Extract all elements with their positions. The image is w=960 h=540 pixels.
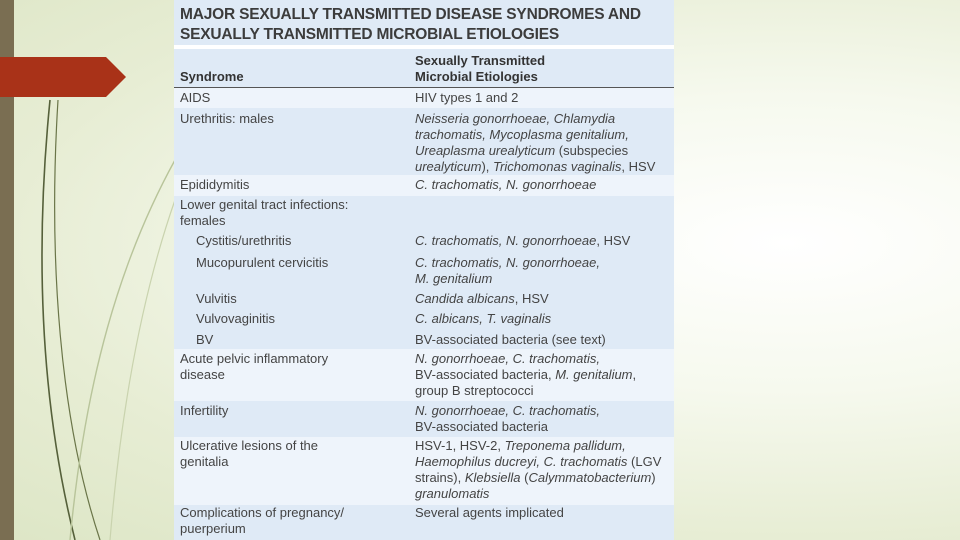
table-row xyxy=(174,505,674,540)
table-row xyxy=(174,437,674,505)
etiology-text: urealyticum xyxy=(415,159,482,174)
syndrome-text: Ulcerative lesions of the xyxy=(180,438,319,453)
table-header-row xyxy=(174,49,674,87)
table-row xyxy=(174,88,674,108)
etiology-cell xyxy=(415,351,673,399)
etiology-cell xyxy=(415,438,673,502)
etiology-text: , xyxy=(632,367,637,382)
etiology-text: ( xyxy=(520,470,529,485)
etiology-text: (subspecies xyxy=(555,143,629,158)
etiology-text: Klebsiella xyxy=(464,470,521,485)
sub-syndrome-cell: Vulvovaginitis xyxy=(196,311,276,326)
syndrome-text: females xyxy=(180,213,226,228)
syndrome-cell xyxy=(180,505,405,537)
sti-table-document xyxy=(174,0,674,540)
etiology-cell xyxy=(415,403,673,435)
syndrome-text: genitalia xyxy=(180,454,229,469)
etiology-text: group B streptococci xyxy=(415,383,534,398)
etiology-text: M. genitalium xyxy=(555,367,633,382)
syndrome-cell: Urethritis: males xyxy=(180,111,274,126)
syndrome-cell: Epididymitis xyxy=(180,177,250,192)
etiology-cell: Several agents implicated xyxy=(415,505,564,520)
etiology-text: ) xyxy=(651,470,656,485)
syndrome-cell xyxy=(180,351,405,383)
etiology-text: HSV-1, HSV-2, xyxy=(415,438,505,453)
red-arrow-tab xyxy=(0,57,126,97)
etiology-cell xyxy=(415,233,673,249)
title-line-2: SEXUALLY TRANSMITTED MICROBIAL ETIOLOGIES xyxy=(180,26,560,43)
sub-syndrome-cell: Mucopurulent cervicitis xyxy=(196,255,329,270)
document-title xyxy=(180,5,670,45)
syndrome-text: Acute pelvic inflammatory xyxy=(180,351,329,366)
etiology-text: , HSV xyxy=(514,291,549,306)
table-row xyxy=(174,349,674,401)
etiology-text: C. trachomatis, N. gonorrhoeae xyxy=(415,233,597,248)
etiology-text: Trichomonas vaginalis xyxy=(493,159,622,174)
syndrome-text: disease xyxy=(180,367,225,382)
etiology-text: strains), xyxy=(415,470,465,485)
syndrome-text: Complications of pregnancy/ xyxy=(180,505,345,520)
col-header-etiologies-line-1: Sexually Transmitted xyxy=(415,53,546,68)
etiology-cell xyxy=(415,291,673,307)
syndrome-cell xyxy=(180,438,405,470)
etiology-text: M. genitalium xyxy=(415,271,493,286)
syndrome-text: puerperium xyxy=(180,521,246,536)
etiology-text: Neisseria gonorrhoeae, Chlamydia xyxy=(415,111,616,126)
etiology-cell: C. albicans, T. vaginalis xyxy=(415,311,552,326)
syndrome-text: Lower genital tract infections: xyxy=(180,197,349,212)
etiology-text: C. trachomatis, N. gonorrhoeae, xyxy=(415,255,600,270)
etiology-cell xyxy=(415,255,673,287)
table-row-group xyxy=(174,196,674,349)
etiology-text: (LGV xyxy=(627,454,662,469)
syndrome-cell: Infertility xyxy=(180,403,229,418)
syndrome-cell xyxy=(180,197,405,229)
syndrome-cell: AIDS xyxy=(180,90,211,105)
etiology-cell xyxy=(415,111,673,175)
etiology-text: granulomatis xyxy=(415,486,490,501)
col-header-syndrome: Syndrome xyxy=(180,69,244,84)
etiology-cell: C. trachomatis, N. gonorrhoeae xyxy=(415,177,597,192)
etiology-text: Calymmatobacterium xyxy=(528,470,652,485)
etiology-text: ), xyxy=(481,159,494,174)
etiology-text: , HSV xyxy=(596,233,631,248)
etiology-text: Haemophilus ducreyi, C. trachomatis xyxy=(415,454,628,469)
table-row xyxy=(174,175,674,196)
table-row xyxy=(174,108,674,175)
etiology-cell: HIV types 1 and 2 xyxy=(415,90,519,105)
etiology-text: Candida albicans xyxy=(415,291,515,306)
etiology-text: Ureaplasma urealyticum xyxy=(415,143,556,158)
etiology-cell: BV-associated bacteria (see text) xyxy=(415,332,606,347)
sub-syndrome-cell: Vulvitis xyxy=(196,291,237,306)
sub-syndrome-cell: BV xyxy=(196,332,214,347)
sub-syndrome-cell: Cystitis/urethritis xyxy=(196,233,292,248)
etiology-text: N. gonorrhoeae, C. trachomatis, xyxy=(415,351,600,366)
etiology-text: BV-associated bacteria xyxy=(415,419,548,434)
col-header-etiologies xyxy=(415,53,673,85)
title-line-1: MAJOR SEXUALLY TRANSMITTED DISEASE SYNDROMES AND xyxy=(180,6,641,23)
table-row xyxy=(174,401,674,437)
etiology-text: , HSV xyxy=(621,159,656,174)
col-header-etiologies-line-2: Microbial Etiologies xyxy=(415,69,538,84)
etiology-text: trachomatis, Mycoplasma genitalium, xyxy=(415,127,629,142)
etiology-text: BV-associated bacteria, xyxy=(415,367,556,382)
etiology-text: Treponema pallidum, xyxy=(504,438,626,453)
etiology-text: N. gonorrhoeae, C. trachomatis, xyxy=(415,403,600,418)
